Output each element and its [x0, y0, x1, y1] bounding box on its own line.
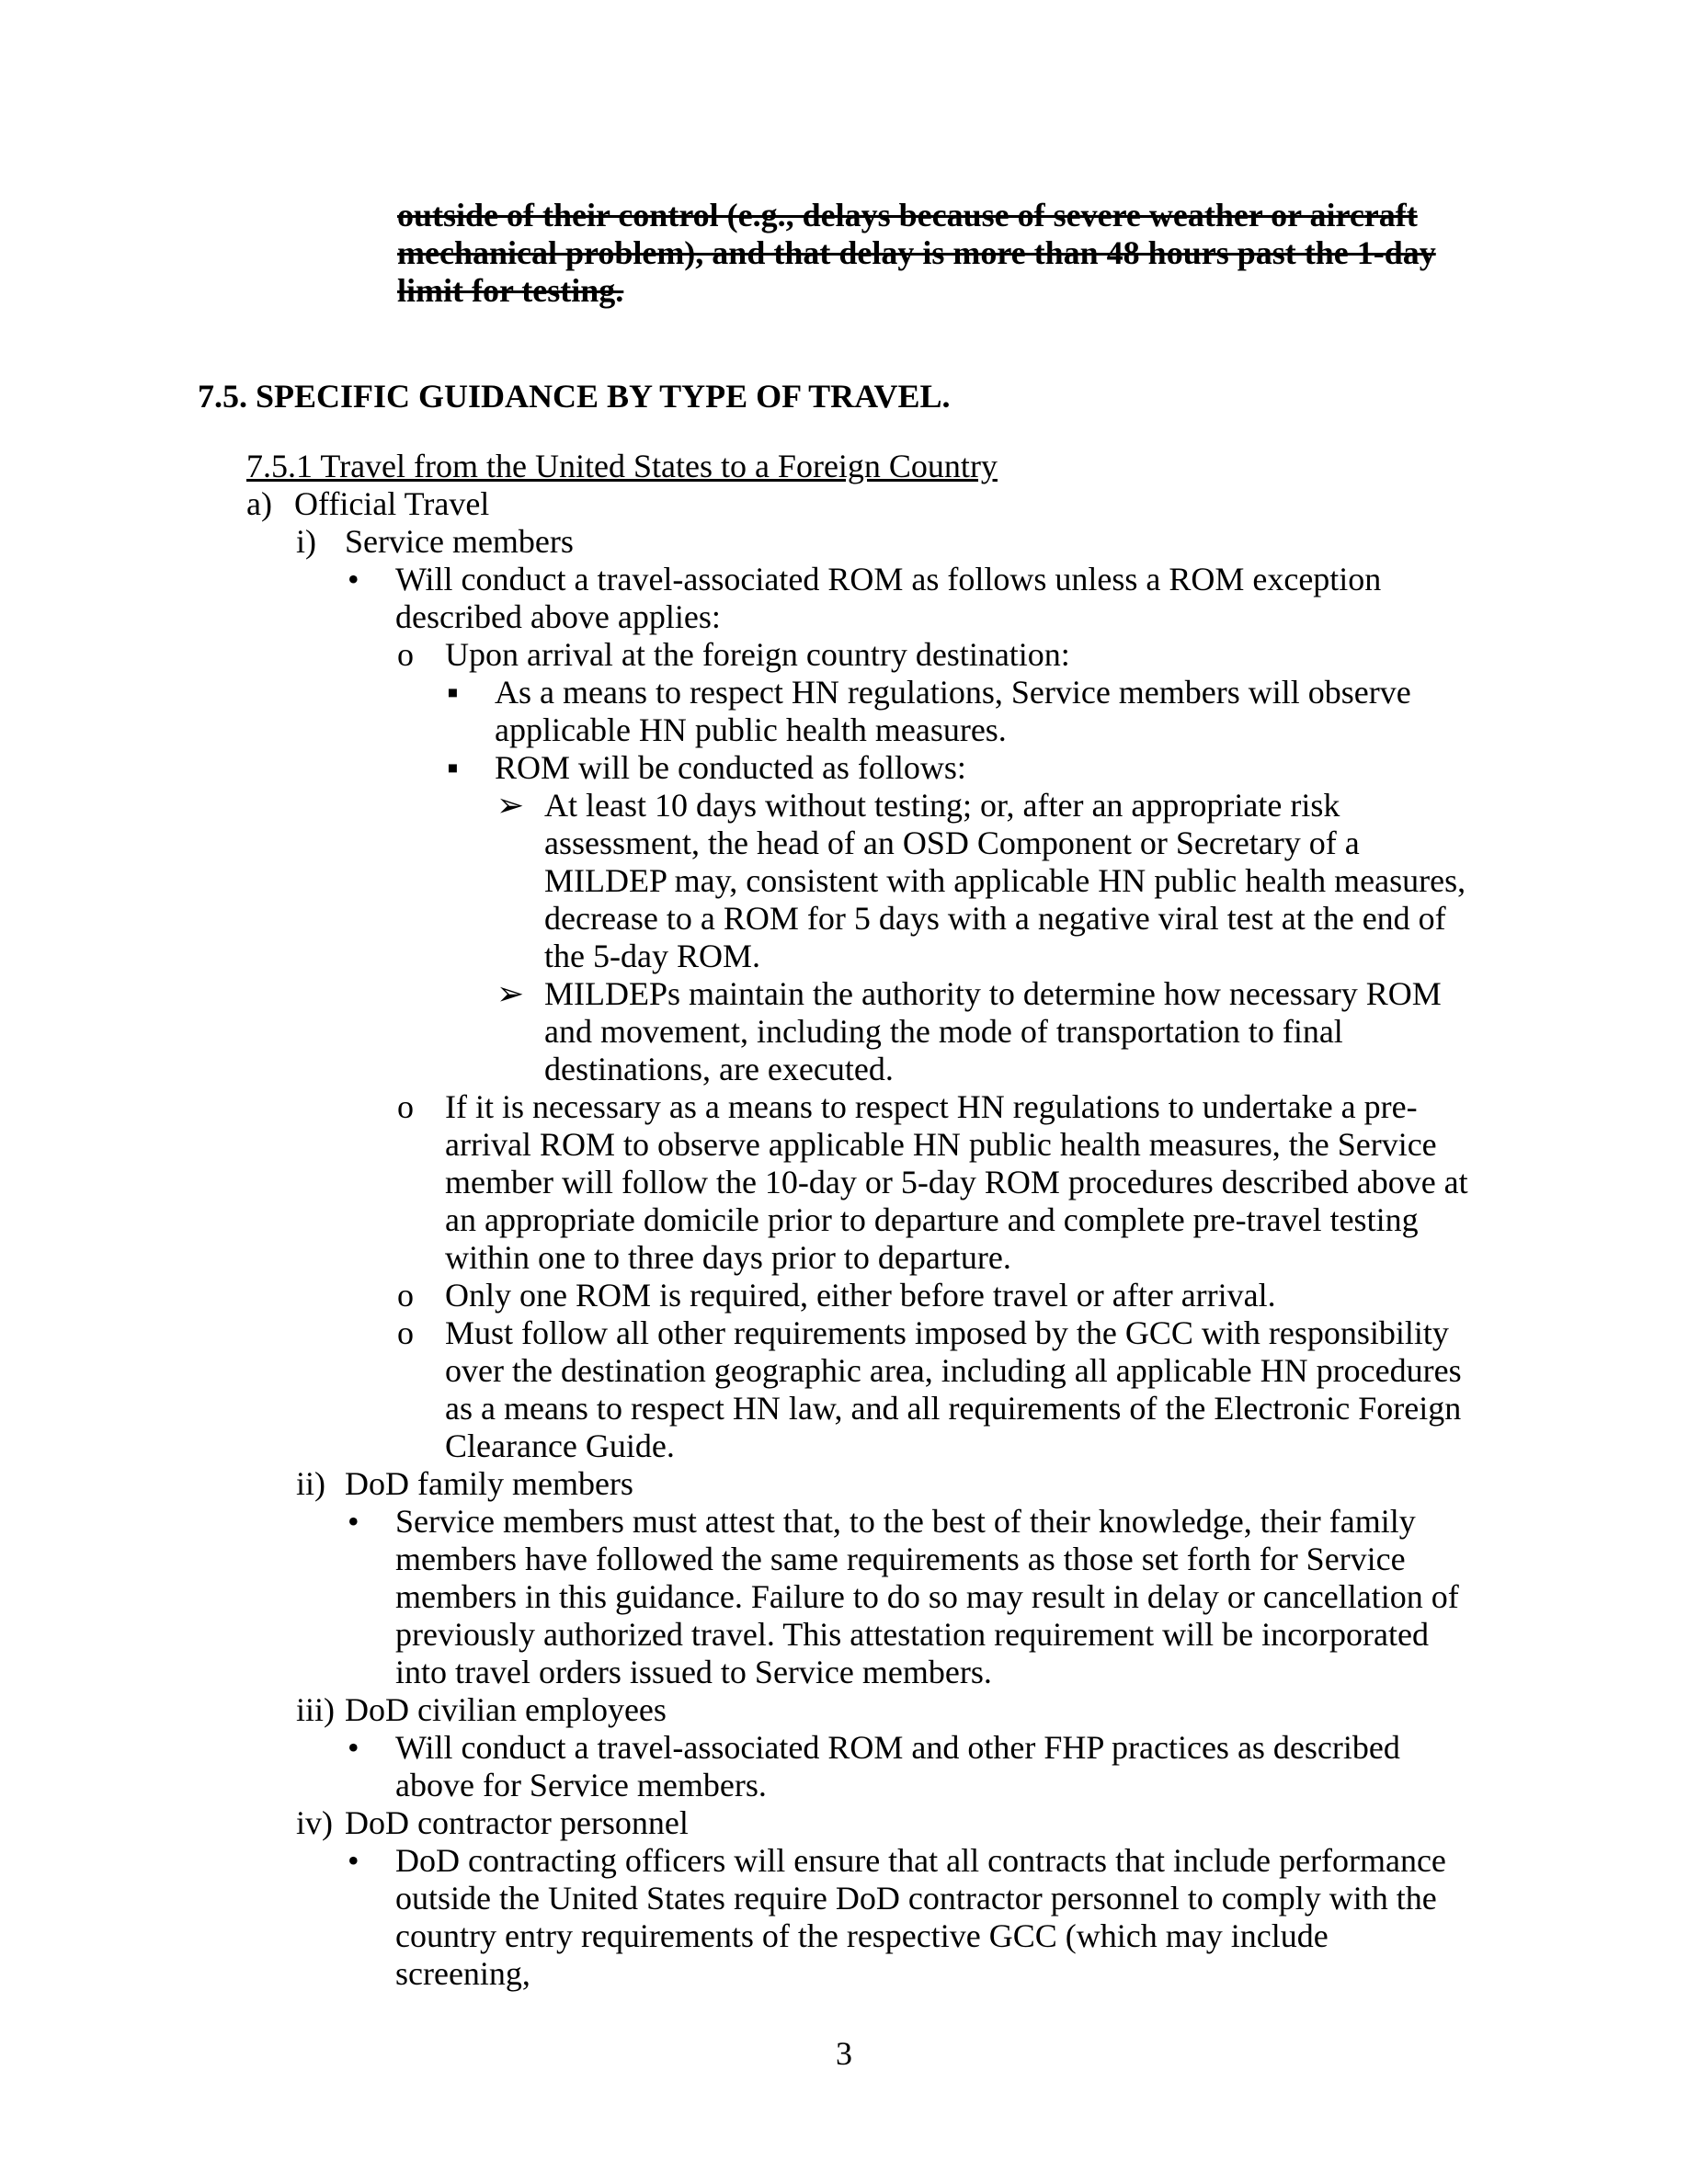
list-item-text: ROM will be conducted as follows: [495, 749, 966, 786]
list-item [0, 787, 1688, 975]
list-item-official-travel [0, 485, 1688, 523]
circle-bullet-icon: o [397, 1314, 414, 1351]
list-item-text: Must follow all other requirements imposed by the GCC with responsibility over the destination geographic area, including all applicable HN procedures as a means to respect HN law, and all requirements of the Electronic Foreign Clearance Guide. [445, 1314, 1462, 1464]
bullet-icon: • [348, 1842, 359, 1879]
section-heading: 7.5. SPECIFIC GUIDANCE BY TYPE OF TRAVEL. [198, 378, 951, 415]
list-item [0, 1277, 1688, 1314]
list-item [0, 1503, 1688, 1691]
list-marker: ii) [296, 1465, 325, 1502]
arrow-bullet-icon: ➢ [496, 975, 525, 1012]
list-item-text: DoD contracting officers will ensure that all contracts that include performance outside the United States require DoD contractor personnel to comply with the country entry requirements of the respective GCC (which may include screening, [395, 1842, 1446, 1992]
list-marker: i) [296, 523, 316, 560]
bullet-icon: • [348, 1729, 359, 1766]
list-marker: iv) [296, 1804, 333, 1841]
list-item [0, 1842, 1688, 1993]
list-item-text: Service members [345, 523, 574, 560]
list-marker: iii) [296, 1691, 335, 1728]
list-item [0, 749, 1688, 787]
arrow-bullet-icon: ➢ [496, 787, 525, 824]
list-item-text: Service members must attest that, to the best of their knowledge, their family members have followed the same requirements as those set forth for Service members in this guidance. Failure to do so may result in delay or cancellation of previously authorized travel. This attestation requirement will be incorporated into travel orders issued to Service members. [395, 1503, 1459, 1690]
outline-list [0, 485, 1688, 1993]
bullet-icon: • [348, 1503, 359, 1540]
sub-heading: 7.5.1 Travel from the United States to a Foreign Country [246, 448, 998, 484]
list-item-civilian-employees [0, 1691, 1688, 1729]
list-item-family-members [0, 1465, 1688, 1503]
list-item-service-members [0, 523, 1688, 561]
list-item-text: MILDEPs maintain the authority to determine how necessary ROM and movement, including the mode of transportation to final destinations, are executed. [544, 975, 1442, 1087]
struck-paragraph: outside of their control (e.g., delays because of severe weather or aircraft mechanical problem), and that delay is more than 48 hours past the 1-day limit for testing. [397, 197, 1436, 309]
list-item [0, 1314, 1688, 1465]
list-item-text: As a means to respect HN regulations, Service members will observe applicable HN public health measures. [495, 674, 1411, 748]
list-item-text: Will conduct a travel-associated ROM and other FHP practices as described above for Service members. [395, 1729, 1400, 1803]
list-item [0, 1729, 1688, 1804]
list-item-text: Official Travel [294, 485, 490, 522]
page-number: 3 [836, 2035, 852, 2072]
square-bullet-icon: ▪ [447, 674, 459, 711]
list-item-contractor-personnel [0, 1804, 1688, 1842]
list-item-text: DoD contractor personnel [345, 1804, 689, 1841]
list-item-text: If it is necessary as a means to respect HN regulations to undertake a pre-arrival ROM to observe applicable HN public health measures, the Service member will follow the 10-day or 5-day ROM procedures described above at an appropriate domicile prior to departure and complete pre-travel testing within one to three days prior to departure. [445, 1088, 1468, 1276]
list-item-text: DoD civilian employees [345, 1691, 667, 1728]
list-item [0, 674, 1688, 749]
list-marker: a) [246, 485, 272, 522]
list-item-text: Will conduct a travel-associated ROM as follows unless a ROM exception described above applies: [395, 561, 1382, 635]
list-item-text: At least 10 days without testing; or, after an appropriate risk assessment, the head of an OSD Component or Secretary of a MILDEP may, consistent with applicable HN public health measures, decrease to a ROM for 5 days with a negative viral test at the end of the 5-day ROM. [544, 787, 1466, 974]
list-item [0, 1088, 1688, 1277]
circle-bullet-icon: o [397, 636, 414, 673]
circle-bullet-icon: o [397, 1088, 414, 1125]
list-item [0, 975, 1688, 1088]
square-bullet-icon: ▪ [447, 749, 459, 786]
list-item [0, 636, 1688, 674]
list-item-text: Only one ROM is required, either before travel or after arrival. [445, 1277, 1276, 1314]
list-item-text: Upon arrival at the foreign country destination: [445, 636, 1070, 673]
list-item [0, 561, 1688, 636]
list-item-text: DoD family members [345, 1465, 633, 1502]
circle-bullet-icon: o [397, 1277, 414, 1314]
bullet-icon: • [348, 561, 359, 597]
